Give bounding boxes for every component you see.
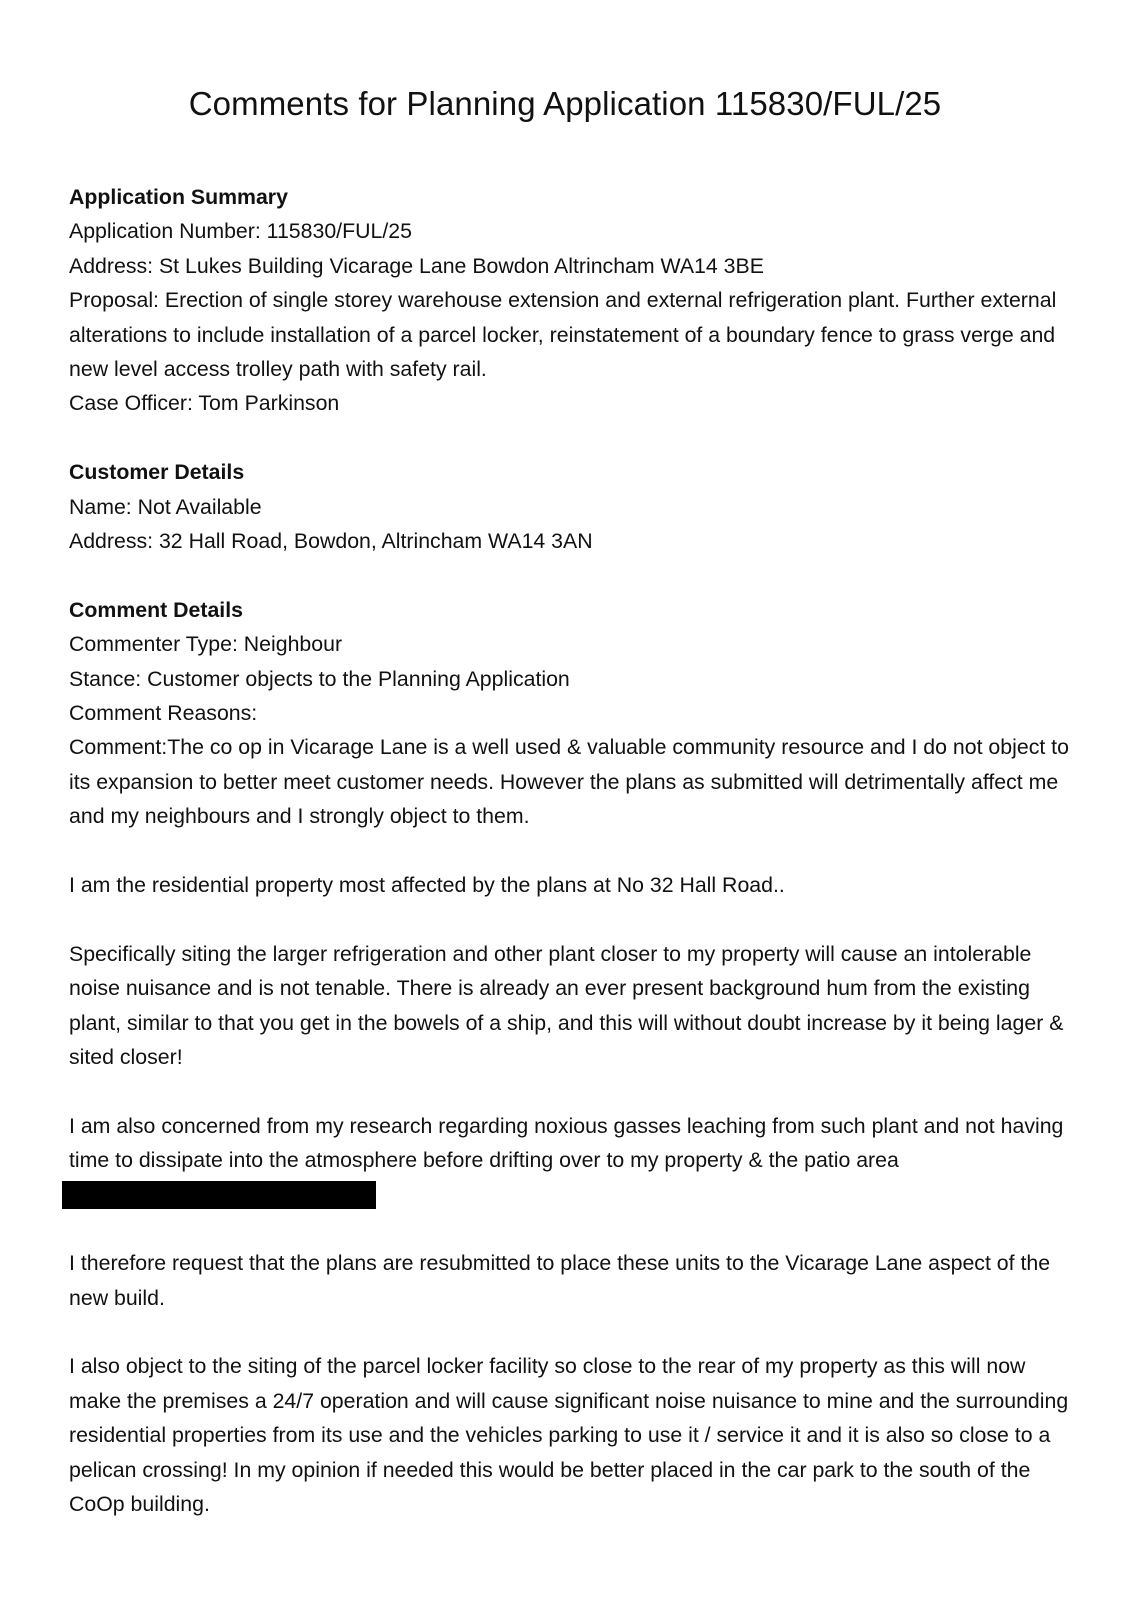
redaction-block [62, 1181, 376, 1209]
comment-details-heading: Comment Details [69, 597, 243, 622]
customer-details-section [69, 455, 1069, 558]
comment-paragraph: Specifically siting the larger refrigeration and other plant closer to my property will cause an intolerable noise nuisance and is not tenable. There is already an ever present background hum from the existing plant, similar to that you get in the bowels of a ship, and this will without doubt increase by it being lager & sited closer! [69, 941, 1064, 1070]
spacer [69, 834, 1069, 868]
application-summary-section [69, 180, 1069, 421]
document-body [69, 180, 1069, 1521]
application-summary-heading: Application Summary [69, 185, 288, 209]
comment-paragraph: I therefore request that the plans are resubmitted to place these units to the Vicarage Lane aspect of the new build. [69, 1251, 1051, 1310]
page-title: Comments for Planning Application 115830/FUL/25 [188, 85, 942, 122]
case-officer: Case Officer: Tom Parkinson [69, 391, 340, 416]
customer-details-heading: Customer Details [69, 460, 245, 485]
comment-paragraph: Comment:The co op in Vicarage Lane is a well used & valuable community resource and I do not object to its expansion to better meet customer needs. However the plans as submitted will detrimentally affect me and my neighbours and I strongly object to them. [69, 735, 1069, 829]
spacer [69, 1075, 1069, 1109]
stance: Stance: Customer objects to the Planning Application [69, 666, 570, 691]
comment-paragraph: I am the residential property most affected by the plans at No 32 Hall Road.. [69, 873, 785, 898]
spacer [69, 558, 1069, 592]
comment-details-section [69, 593, 1069, 1521]
application-proposal: Proposal: Erection of single storey warehouse extension and external refrigeration plant. Further external alterations to include installation of a parcel locker, reinstatement of a boundary fence to grass verge and new level access trolley path with safety rail. [69, 288, 1057, 382]
spacer [69, 421, 1069, 455]
commenter-type: Commenter Type: Neighbour [69, 632, 343, 657]
comment-paragraph: I am also concerned from my research regarding noxious gasses leaching from such plant and not having time to dissipate into the atmosphere before drifting over to my property & the patio area [69, 1113, 1064, 1173]
spacer [69, 902, 1069, 936]
comment-paragraph: I also object to the siting of the parcel locker facility so close to the rear of my property as this will now make the premises a 24/7 operation and will cause significant noise nuisance to mine and the surrounding residential properties from its use and the vehicles parking to use it / service it and it is also so close to a pelican crossing! In my opinion if needed this would be better placed in the car park to the south of the CoOp building. [69, 1354, 1069, 1516]
application-address: Address: St Lukes Building Vicarage Lane Bowdon Altrincham WA14 3BE [69, 253, 764, 278]
customer-address: Address: 32 Hall Road, Bowdon, Altrincham WA14 3AN [69, 529, 593, 554]
customer-name: Name: Not Available [69, 494, 262, 519]
application-number: Application Number: 115830/FUL/25 [69, 219, 412, 244]
spacer [69, 1315, 1069, 1349]
comment-reasons: Comment Reasons: [69, 701, 258, 726]
spacer [69, 1212, 1069, 1246]
